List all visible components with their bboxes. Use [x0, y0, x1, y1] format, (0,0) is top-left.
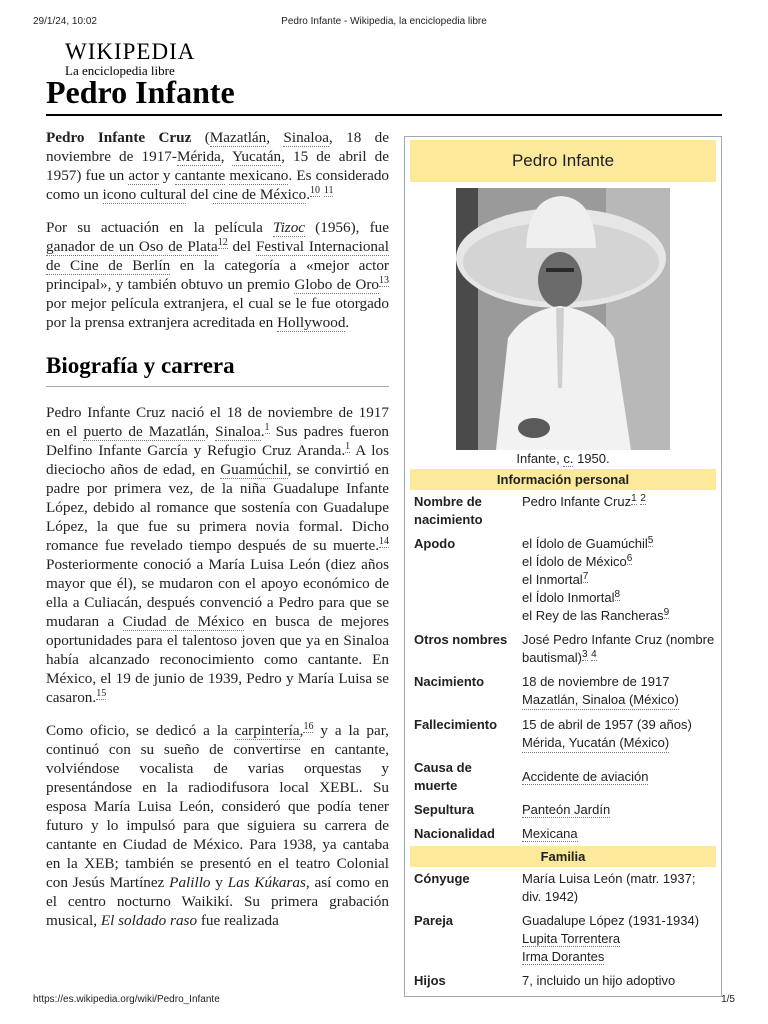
link-sinaloa-2[interactable]: Sinaloa — [215, 423, 261, 440]
row-value: 7, incluido un hijo adoptivo — [522, 973, 676, 988]
caption-text: Infante, — [516, 451, 564, 466]
nickname-4: el Ídolo Inmortal — [522, 590, 615, 605]
row-label: Nacionalidad — [414, 826, 495, 841]
link-puerto-mazatlan[interactable]: puerto de Mazatlán — [83, 423, 206, 440]
link-yucatan[interactable]: Yucatán — [232, 148, 282, 165]
infobox-row — [408, 628, 718, 670]
ref-16[interactable]: 16 — [303, 720, 314, 732]
ref-7[interactable]: 7 — [582, 570, 589, 582]
print-url: https://es.wikipedia.org/wiki/Pedro_Infante — [33, 994, 220, 1005]
row-value — [520, 822, 718, 846]
ref-10[interactable]: 10 — [310, 184, 321, 196]
ref-3[interactable]: 3 — [581, 648, 588, 660]
link-actor[interactable]: actor — [128, 167, 159, 184]
infobox-row — [408, 822, 718, 846]
caption-year: 1950. — [573, 451, 610, 466]
row-value — [520, 490, 718, 532]
link-circa[interactable]: c. — [563, 451, 574, 466]
bio-paragraph-1: Pedro Infante Cruz nació el 18 de noviembre de 1917 en el puerto de Mazatlán, Sinaloa.$^1$ Sus padres fueron Delfino Infante García y Refugio Cruz Aranda.$^1$ A los dieciocho años de edad, en Guamúchil, se convirtió en padre por primera vez, de la niña Guadalupe Infante López, debido al romance que sostenía con Guadalupe López, la que fue su primera novia formal. Dicho romance fue revelado tiempo después de su muerte.$^{14}$ Posteriormente conoció a María Luisa León (diez años mayor que él), se mudaron con el apoyo económico de ella a Culiacán, después convenció a Pedro para que se mudaran a Ciudad de México en busca de mejores oportunidades para el talentoso joven que ya en Sinaloa había alcanzado reconocimiento como cantante. En México, el 19 de junio de 1939, Pedro y María Luisa se casaron.$^{15}$ — [46, 404, 390, 706]
link-carpinteria[interactable]: carpintería — [234, 722, 300, 739]
ref-8[interactable]: 8 — [614, 588, 621, 600]
other-names-value: José Pedro Infante Cruz (nombre bautismal) — [522, 632, 715, 665]
nickname-1: el Ídolo de Guamúchil — [522, 536, 648, 551]
nickname-3: el Inmortal — [522, 572, 583, 587]
row-value — [520, 532, 718, 628]
row-label: Nombre de nacimiento — [414, 494, 483, 527]
ref-9[interactable]: 9 — [663, 606, 670, 618]
ref-15[interactable]: 15 — [96, 687, 107, 699]
ref-6[interactable]: 6 — [626, 552, 633, 564]
ref-13[interactable]: 13 — [379, 274, 389, 286]
link-festival-berlin[interactable]: Festival Internacional de Cine de Berlín — [46, 238, 389, 274]
nickname-2: el Ídolo de México — [522, 554, 627, 569]
row-label: Otros nombres — [414, 632, 508, 647]
infobox-row — [408, 490, 718, 532]
partner-3-link[interactable]: Irma Dorantes — [522, 949, 605, 964]
row-value — [520, 756, 718, 798]
death-place-link[interactable]: Mérida, Yucatán (México) — [522, 734, 669, 753]
page-title: Pedro Infante — [46, 74, 235, 110]
link-cantante[interactable]: cantante — [174, 167, 226, 184]
death-date: 15 de abril de 1957 (39 años) — [522, 717, 692, 732]
infobox-row — [408, 756, 718, 798]
link-ciudad-de-mexico[interactable]: Ciudad de México — [122, 613, 245, 630]
ref-12[interactable]: 12 — [217, 236, 228, 248]
ref-1b[interactable]: 1 — [345, 440, 351, 452]
ref-14[interactable]: 14 — [379, 535, 389, 547]
infobox — [404, 136, 722, 997]
row-value — [520, 798, 718, 822]
infobox-row — [408, 670, 718, 713]
birth-date: 18 de noviembre de 1917 — [522, 674, 670, 689]
ref-2[interactable]: 2 — [640, 492, 646, 504]
ref-1[interactable]: 1 — [631, 492, 637, 504]
row-label: Pareja — [414, 913, 454, 928]
birth-name-value: Pedro Infante Cruz — [522, 494, 632, 509]
birth-place-link[interactable]: Mazatlán, Sinaloa (México) — [522, 691, 679, 710]
print-title: Pedro Infante - Wikipedia, la enciclopedia libre — [281, 16, 487, 27]
infobox-row — [408, 713, 718, 756]
row-label: Hijos — [414, 973, 446, 988]
row-label: Fallecimiento — [414, 717, 498, 732]
ref-5[interactable]: 5 — [647, 534, 654, 546]
row-label: Cónyuge — [414, 871, 470, 886]
infobox-family-table — [408, 867, 718, 993]
row-value: María Luisa León (matr. 1937; div. 1942) — [522, 871, 696, 904]
row-label: Nacimiento — [414, 674, 485, 689]
infobox-row — [408, 969, 718, 993]
link-icono-cultural[interactable]: icono cultural — [102, 186, 187, 203]
nickname-5: el Rey de las Rancheras — [522, 608, 664, 623]
ref-11[interactable]: 11 — [323, 184, 334, 196]
logo-tagline: La enciclopedia libre — [65, 63, 175, 78]
link-guamuchil[interactable]: Guamúchil — [220, 461, 288, 478]
infobox-personal-table — [408, 490, 718, 846]
print-footer — [33, 994, 735, 1008]
row-value — [520, 628, 718, 670]
cause-of-death-link[interactable]: Accidente de aviación — [522, 769, 649, 784]
partner-2-link[interactable]: Lupita Torrentera — [522, 931, 621, 946]
article-body — [46, 128, 389, 944]
row-label: Sepultura — [414, 802, 474, 817]
link-mazatlan[interactable]: Mazatlán — [209, 129, 267, 146]
link-tizoc[interactable]: Tizoc — [272, 219, 306, 236]
link-ganador-oso[interactable]: ganador de un Oso de Plata — [46, 238, 218, 255]
print-header — [33, 16, 735, 30]
link-mexicano[interactable]: mexicano — [229, 167, 289, 184]
link-cine-de-mexico[interactable]: cine de México — [212, 186, 307, 203]
section-familia: Familia — [410, 846, 716, 867]
row-label: Apodo — [414, 536, 456, 551]
print-page-number: 1/5 — [721, 994, 735, 1005]
bio-paragraph-2: Como oficio, se dedicó a la carpintería,$^{16}$ y a la par, continuó con su sueño de convertirse en cantante, volviéndose vocalista de varias orquestas y presentándose en la radiodifusora local XEBL. Su esposa María Luisa León, consideró que podía tener futuro y lo impulsó para que siguiera su carrera de cantante en Ciudad de México. Para 1938, ya cantaba en la XEB; también se presentó en el teatro Colonial con Jesús Martínez Palillo y Las Kúkaras, así como en el centro nocturno Waikikí. Su primera grabación musical, El soldado raso fue realizada — [46, 720, 390, 929]
print-date: 29/1/24, 10:02 — [33, 16, 97, 27]
row-value — [520, 670, 718, 713]
row-label: Causa de muerte — [414, 760, 472, 793]
link-globo-de-oro[interactable]: Globo de Oro — [294, 276, 379, 293]
infobox-row — [408, 867, 718, 909]
logo-wordmark: WIKIPEDIA — [65, 39, 196, 64]
infobox-row — [408, 909, 718, 969]
link-hollywood[interactable]: Hollywood — [277, 314, 346, 331]
section-heading-biografia: Biografía y carrera — [46, 352, 389, 387]
link-merida[interactable]: Mérida — [176, 148, 221, 165]
link-sinaloa[interactable]: Sinaloa — [283, 129, 329, 146]
row-value — [520, 909, 718, 969]
ref-4[interactable]: 4 — [591, 648, 597, 660]
burial-link[interactable]: Panteón Jardín — [522, 802, 611, 817]
lead-paragraph-1: Pedro Infante Cruz (Mazatlán, Sinaloa, 18 de noviembre de 1917-Mérida, Yucatán, 15 de abril de 1957) fue un actor y cantante mexicano. Es considerado como un icono cultural del cine de México.$^{10}$ $^{11}$ — [46, 129, 390, 203]
section-info-personal: Información personal — [410, 469, 716, 490]
photo-caption — [408, 451, 718, 466]
portrait-photo[interactable] — [456, 188, 670, 450]
ref-1[interactable]: 1 — [264, 421, 270, 433]
partner-1: Guadalupe López (1931-1934) — [522, 913, 700, 928]
lead-paragraph-2: Por su actuación en la película Tizoc (1956), fue ganador de un Oso de Plata$^{12}$ del Festival Internacional de Cine de Berlín en la categoría a «mejor actor principal», y también obtuvo un premio Globo de Oro$^{13}$ por mejor película extranjera, el cual se le fue otorgado por la prensa extranjera acreditada en Hollywood. — [46, 219, 389, 331]
nationality-link[interactable]: Mexicana — [522, 826, 578, 841]
infobox-row — [408, 532, 718, 628]
title-divider — [46, 114, 722, 116]
row-value — [520, 713, 718, 756]
infobox-row — [408, 798, 718, 822]
infobox-title: Pedro Infante — [410, 140, 716, 182]
